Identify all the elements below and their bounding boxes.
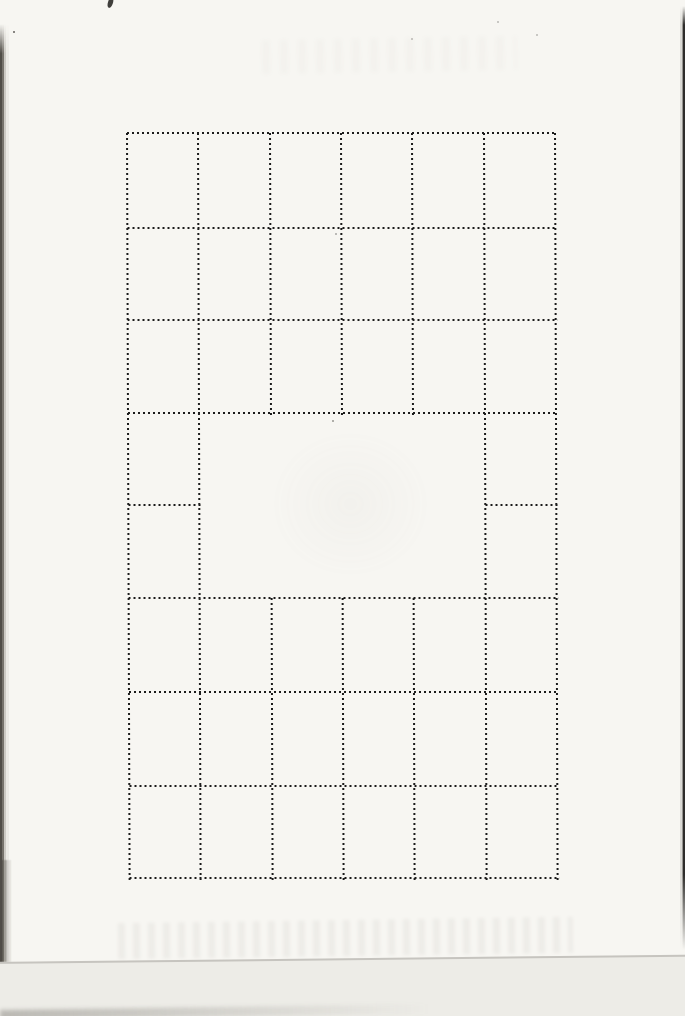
paper-speck	[13, 31, 15, 33]
paper-speck	[335, 233, 337, 235]
perforation-line-vertical	[342, 598, 345, 880]
perforation-line-vertical	[271, 598, 274, 880]
perforation-line-horizontal	[485, 504, 558, 506]
perforation-line-vertical	[411, 133, 414, 415]
paper-speck	[497, 21, 499, 23]
perforation-line-vertical	[197, 133, 202, 880]
paper-speck	[332, 420, 334, 422]
perforation-line-vertical	[413, 598, 416, 880]
perforation-line-vertical	[126, 133, 131, 880]
perforation-line-vertical	[483, 133, 488, 880]
paper-speck	[536, 34, 538, 36]
scanner-edge-left-shadow	[0, 24, 9, 1006]
perforation-line-horizontal	[128, 504, 201, 506]
perforation-line-vertical	[554, 133, 559, 880]
scanner-edge-right-shadow	[680, 6, 685, 950]
perforation-line-vertical	[269, 133, 272, 415]
perforation-line-vertical	[340, 133, 343, 415]
paper-speck	[411, 38, 413, 40]
